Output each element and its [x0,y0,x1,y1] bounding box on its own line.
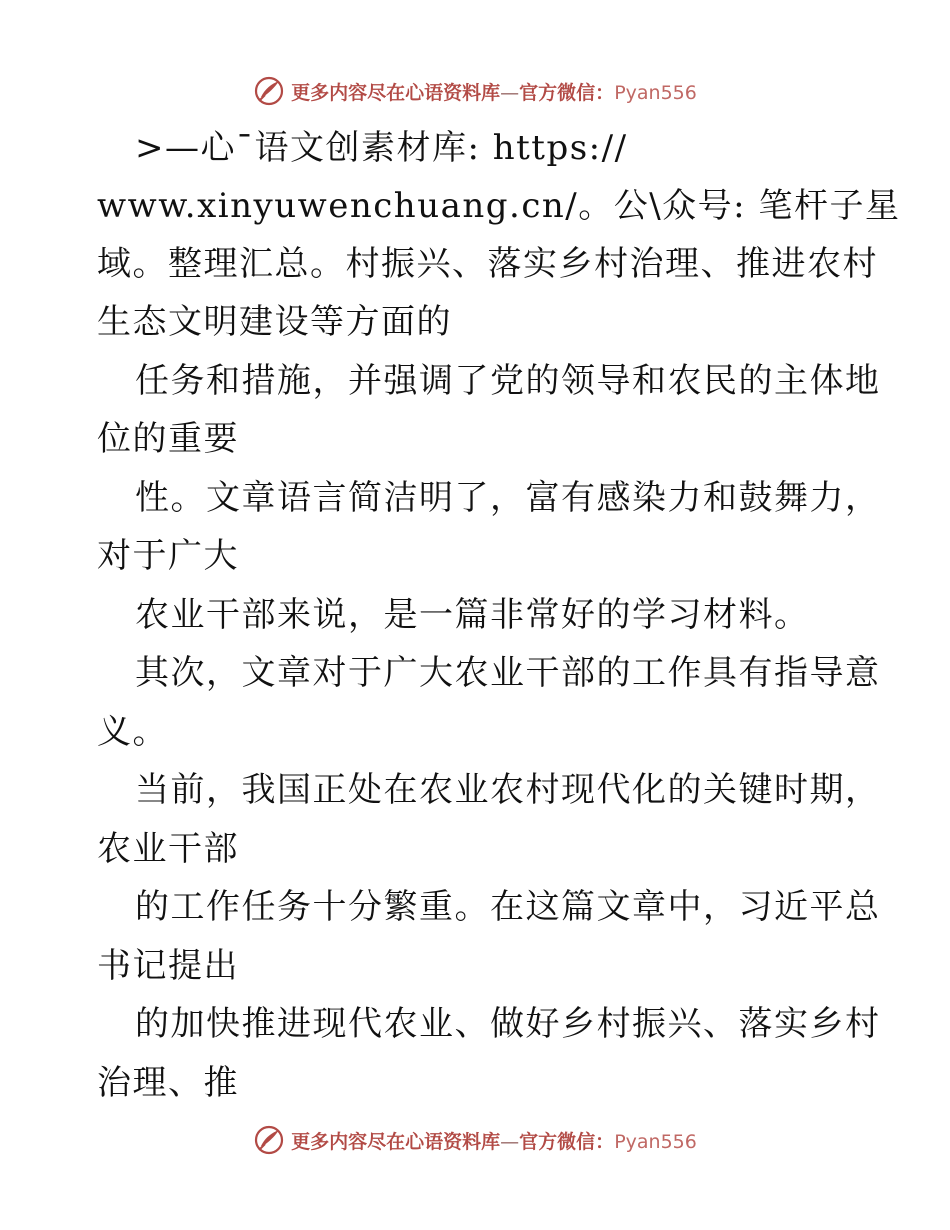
footer-banner [0,1120,950,1160]
text-line: www.xinyuwenchuang.cn/。公\众号: 笔杆子星 [97,186,901,226]
text-line: 当前，我国正处在农业农村现代化的关键时期， [135,770,881,810]
text-line: 域。整理汇总。村振兴、落实乡村治理、推进农村 [97,244,878,284]
banner-text [291,1127,697,1154]
text-line: 其次，文章对于广大农业干部的工作具有指导意 [135,653,881,693]
banner-brand: 更多内容尽在心语资料库 [291,81,501,104]
text-line: 治理、推 [97,1063,239,1103]
banner-separator: — [500,81,520,104]
text-line: 的加快推进现代农业、做好乡村振兴、落实乡村 [135,1004,881,1044]
text-line: 生态文明建设等方面的 [97,302,452,342]
banner-wechat-id: Pyan556 [614,81,697,104]
text-line: 农业干部来说，是一篇非常好的学习材料。 [135,595,810,635]
text-line: 对于广大 [97,536,239,576]
text-line: 书记提出 [97,946,239,986]
banner-wechat-id: Pyan556 [614,1130,697,1153]
text-line: 的工作任务十分繁重。在这篇文章中，习近平总 [135,887,881,927]
text-line: 任务和措施，并强调了党的领导和农民的主体地 [135,361,881,401]
text-line: 义。 [97,712,168,752]
banner-wechat-label: 官方微信： [519,1130,615,1153]
banner-wechat-label: 官方微信： [519,81,615,104]
text-line: >—心¯语文创素材库: https:// [135,128,628,168]
feather-pen-circle-icon [253,1124,285,1156]
text-line: 农业干部 [97,829,239,869]
text-line: 性。文章语言简洁明了，富有感染力和鼓舞力， [135,478,881,518]
banner-brand: 更多内容尽在心语资料库 [291,1130,501,1153]
text-line: 位的重要 [97,419,239,459]
banner-separator: — [500,1130,520,1153]
